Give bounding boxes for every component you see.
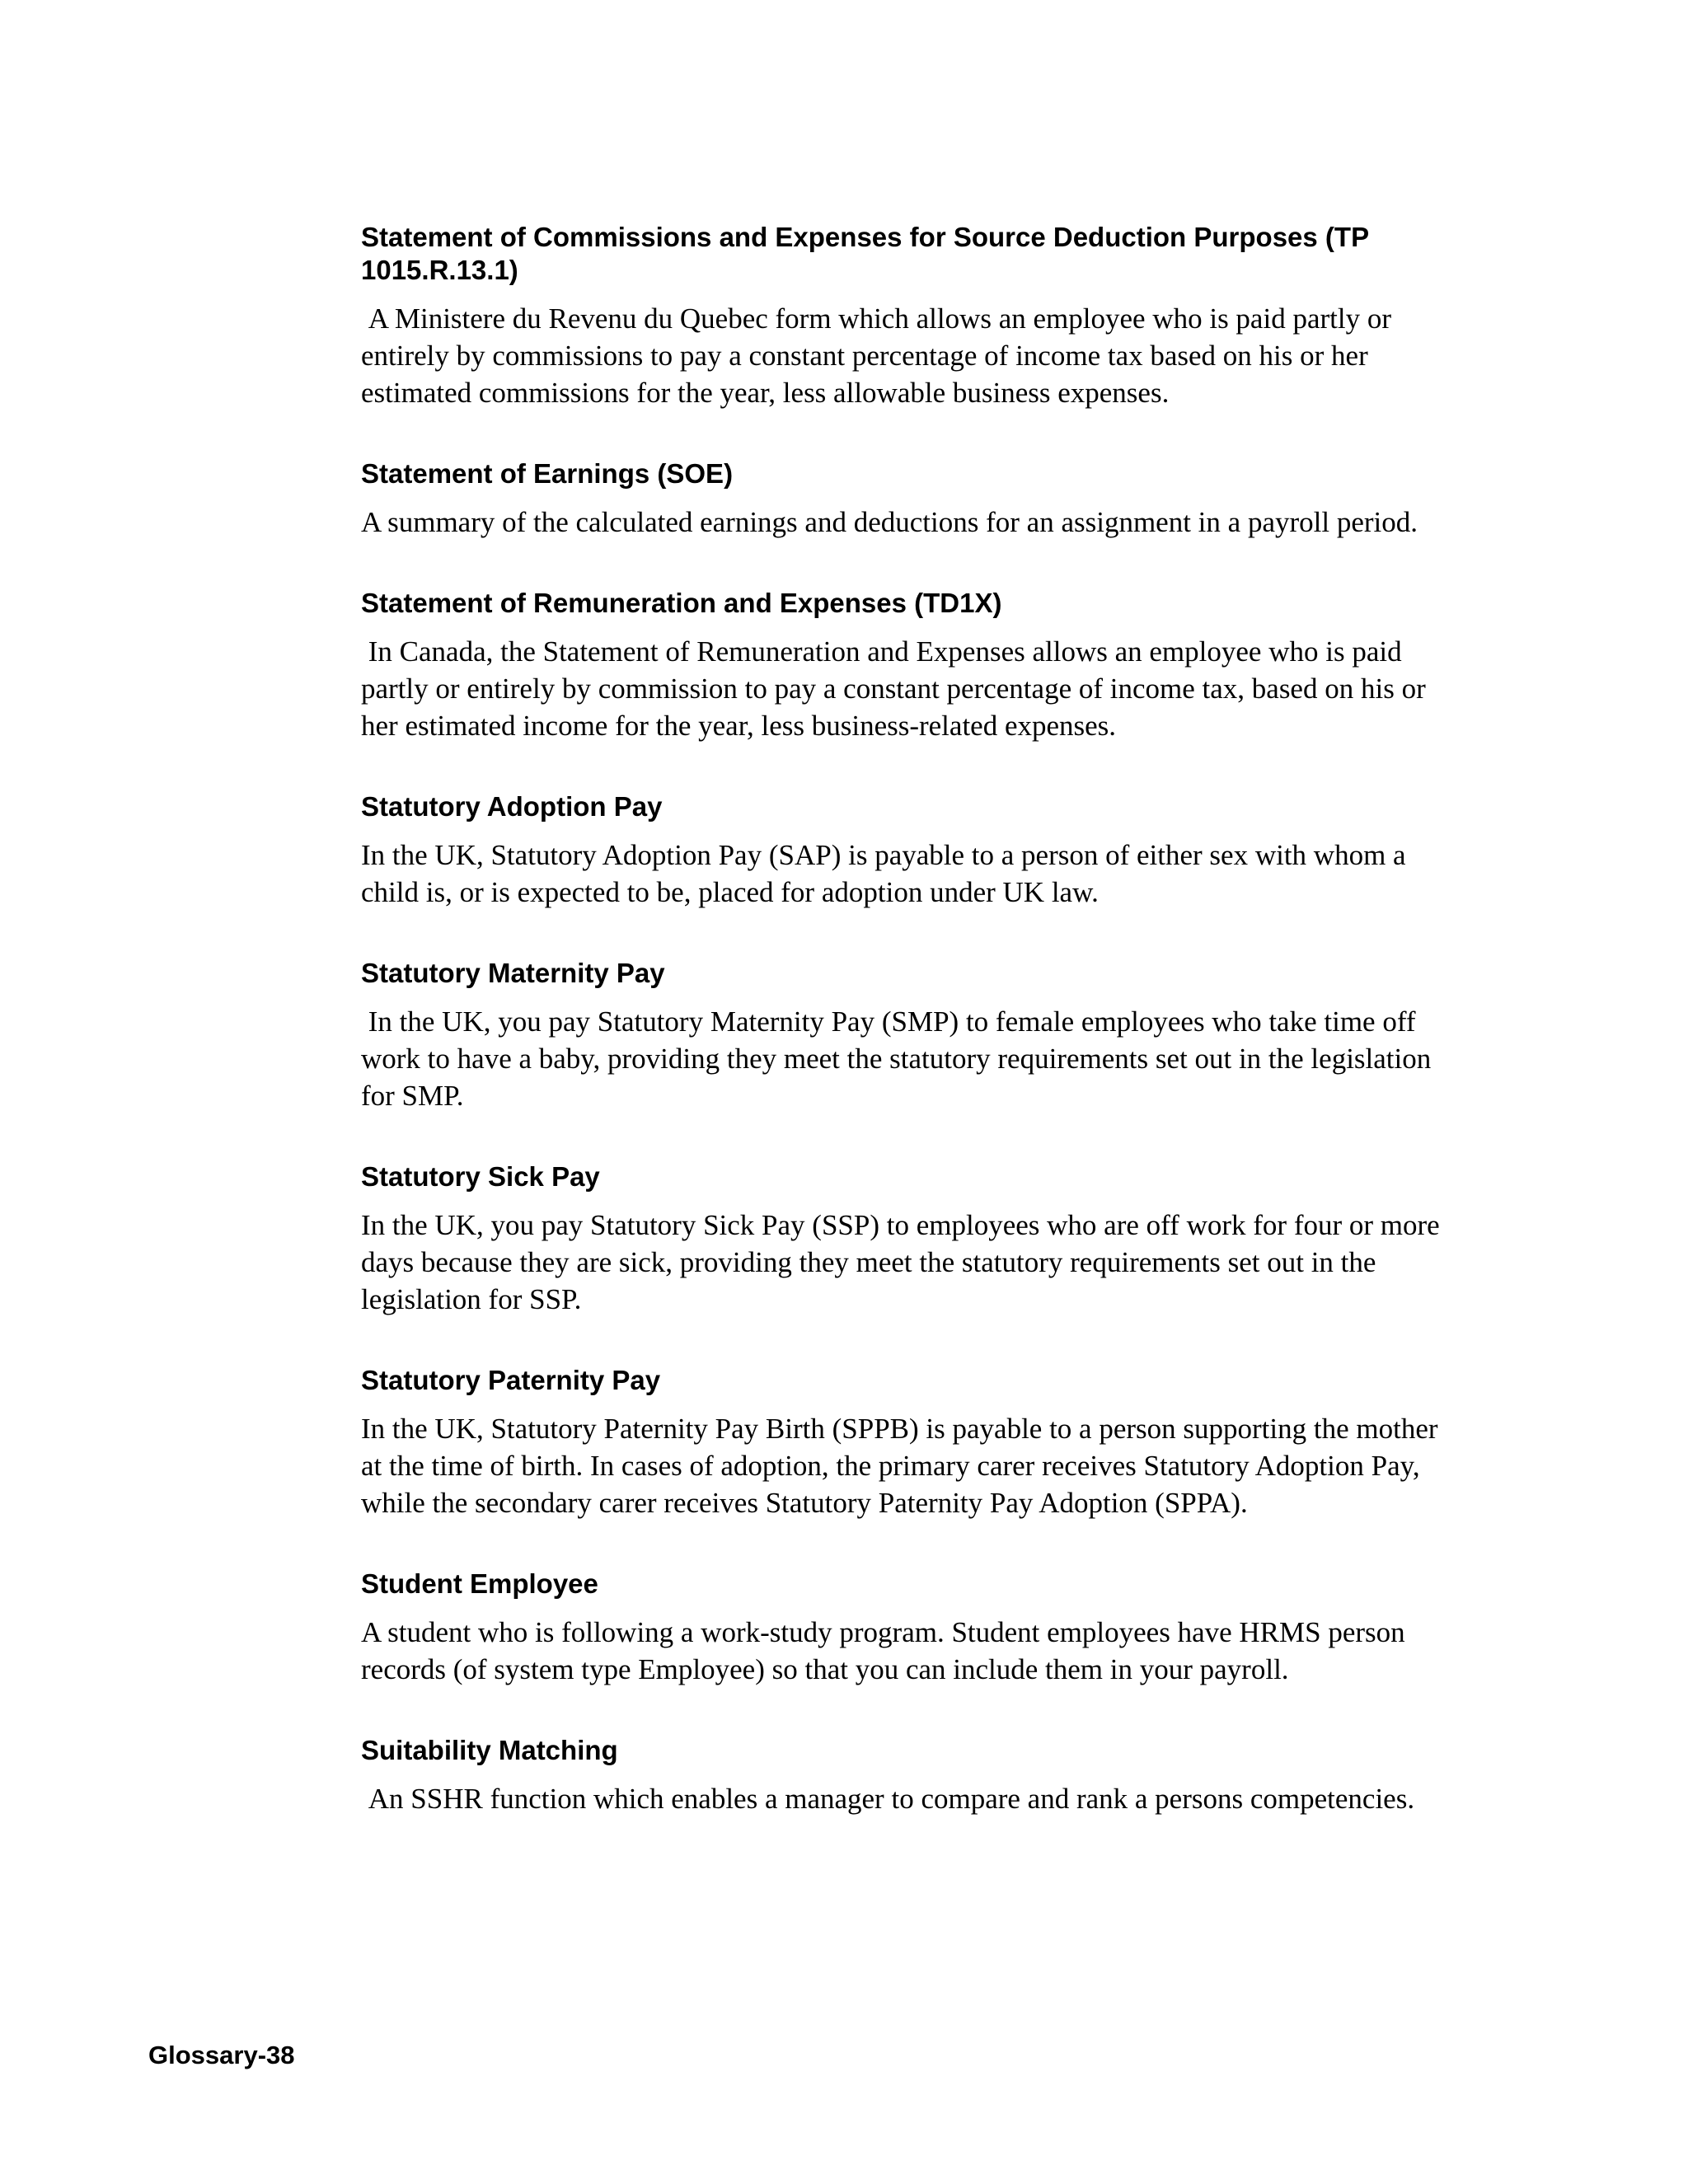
glossary-term: Student Employee [361,1568,598,1599]
glossary-definition: In the UK, you pay Statutory Sick Pay (SSP) to employees who are off work for four or more days because they are sick, providing they meet the statutory requirements set out in the legislation for SSP. [361,1209,1447,1315]
glossary-entry [361,1364,1449,1521]
glossary-definition: A student who is following a work-study program. Student employees have HRMS person records (of system type Employee) so that you can include them in your payroll. [361,1616,1413,1685]
glossary-entry [361,1568,1449,1688]
glossary-definition: In Canada, the Statement of Remuneration and Expenses allows an employee who is paid partly or entirely by commission to pay a constant percentage of income tax, based on his or her estimated income for the year, less business-related expenses. [361,635,1433,742]
glossary-definition: In the UK, you pay Statutory Maternity Pay (SMP) to female employees who take time off work to have a baby, providing they meet the statutory requirements set out in the legislation for SMP. [361,1005,1438,1112]
glossary-definition: In the UK, Statutory Adoption Pay (SAP) is payable to a person of either sex with whom a child is, or is expected to be, placed for adoption under UK law. [361,839,1414,908]
glossary-entry [361,221,1449,411]
glossary-definition: In the UK, Statutory Paternity Pay Birth (SPPB) is payable to a person supporting the mother at the time of birth. In cases of adoption, the primary carer receives Statutory Adoption Pay, while the secondary carer receives Statutory Paternity Pay Adoption (SPPA). [361,1413,1446,1519]
glossary-term: Statutory Paternity Pay [361,1365,661,1395]
glossary-entry [361,957,1449,1114]
glossary-definition: A Ministere du Revenu du Quebec form which allows an employee who is paid partly or entirely by commissions to pay a constant percentage of income tax based on his or her estimated commissions for the year, less allowable business expenses. [361,302,1399,409]
glossary-definition: A summary of the calculated earnings and deductions for an assignment in a payroll period. [361,506,1418,538]
glossary-term: Statutory Adoption Pay [361,791,663,822]
glossary-definition: An SSHR function which enables a manager to compare and rank a persons competencies. [361,1783,1415,1815]
glossary-entry [361,1160,1449,1318]
glossary-term: Statement of Earnings (SOE) [361,458,734,489]
glossary-term: Suitability Matching [361,1735,618,1765]
glossary-term: Statement of Remuneration and Expenses (TD1X) [361,588,1002,618]
glossary-entry [361,1734,1449,1817]
page-footer-label: Glossary-38 [148,2041,295,2069]
glossary-term: Statutory Maternity Pay [361,958,665,988]
glossary-page-content [361,221,1449,1863]
glossary-term: Statutory Sick Pay [361,1161,600,1192]
glossary-entry [361,457,1449,541]
glossary-entry [361,587,1449,744]
glossary-entry [361,790,1449,911]
glossary-term: Statement of Commissions and Expenses for Source Deduction Purposes (TP 1015.R.13.1) [361,222,1369,285]
